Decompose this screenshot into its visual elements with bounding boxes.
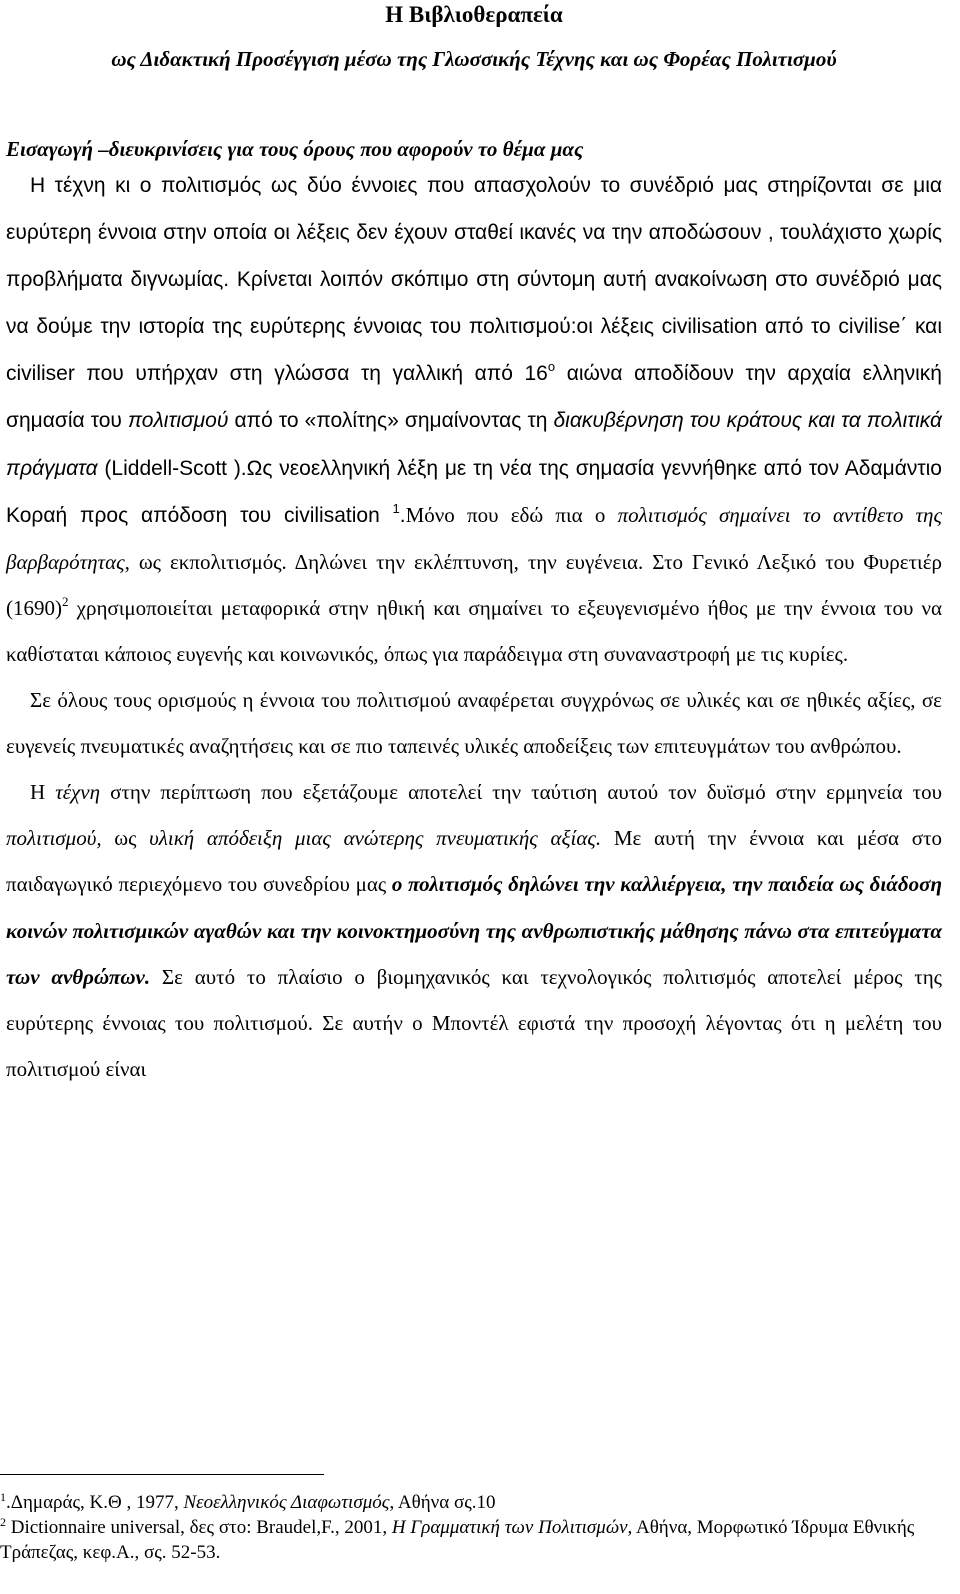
footnote-ref-1[interactable]: 1: [392, 500, 400, 516]
paragraph-1-sans-run: Η τέχνη κι ο πολιτισμός ως δύο έννοιες που απασχολούν το συνέδριό μας στηρίζονται σε μια ευρύτερη έννοια στην οποία οι λέξεις δεν έχουν σταθεί ικανές να την αποδώσουν , τουλάχιστο χωρίς προβλήματα διγνωμίας. Κρίνεται λοιπόν σκόπιμο στη σύντομη αυτή ανακοίνωση στο συνέδριό μας να δούμε την ιστορία της ευρύτερης έννοιας του πολιτισμού:οι λέξεις civilisation από το civilise΄ και civiliser που υπήρχαν στη γλώσσα τη γαλλική από $16^o$ αιώνα αποδίδουν την αρχαία ελληνική σημασία του πολιτισμού από το «πολίτης» σημαίνοντας τη διακυβέρνηση του κράτους και τα πολιτικά πράγματα (Liddell-Scott ).Ως νεοελληνική λέξη με τη νέα της σημασία γεννήθηκε από τον Αδαμάντιο Κοραή προς απόδοση του civilisation $^1$.: [6, 174, 942, 527]
footnote-1: $^1$.Δημαράς, Κ.Θ , 1977, Νεοελληνικός Διαφωτισμός, Αθήνα σς.10: [0, 1490, 496, 1513]
italic-term-politismou: πολιτισμού: [128, 409, 229, 433]
italic-phrase-yliki-apodeixi: υλική απόδειξη μιας ανώτερης πνευματικής αξίας.: [149, 826, 602, 851]
italic-term-diakyvernisi: διακυβέρνηση του κράτους και τα πολιτικά πράγματα: [6, 409, 942, 480]
footnote-separator: [0, 1474, 324, 1475]
bold-italic-definition: ο πολιτισμός δηλώνει την καλλιέργεια, την παιδεία ως διάδοση κοινών πολιτισμικών αγαθών και την κοινοκτημοσύνη της ανθρωπιστικής μάθησης πάνω στα επιτεύγματα των ανθρώπων.: [6, 872, 942, 989]
section-heading: Εισαγωγή –διευκρινίσεις για τους όρους που αφορούν το θέμα μας: [6, 137, 584, 161]
document-title: Η Βιβλιοθεραπεία: [385, 2, 563, 27]
italic-term-politismou-2: πολιτισμού,: [6, 826, 102, 851]
paragraph-1: Η τέχνη κι ο πολιτισμός ως δύο έννοιες που απασχολούν το συνέδριό μας στηρίζονται σε μια ευρύτερη έννοια στην οποία οι λέξεις δεν έχουν σταθεί ικανές να την αποδώσουν , τουλάχιστο χωρίς προβλήματα διγνωμίας. Κρίνεται λοιπόν σκόπιμο στη σύντομη αυτή ανακοίνωση στο συνέδριό μας να δούμε την ιστορία της ευρύτερης έννοιας του πολιτισμού:οι λέξεις civilisation από το civilise΄ και civiliser που υπήρχαν στη γλώσσα τη γαλλική από $16^o$ αιώνα αποδίδουν την αρχαία ελληνική σημασία του πολιτισμού από το «πολίτης» σημαίνοντας τη διακυβέρνηση του κράτους και τα πολιτικά πράγματα (Liddell-Scott ).Ως νεοελληνική λέξη με τη νέα της σημασία γεννήθηκε από τον Αδαμάντιο Κοραή προς απόδοση του civilisation $^1$.Μόνο που εδώ πια ο πολιτισμός σημαίνει το αντίθετο της βαρβαρότητας, ως εκπολιτισμός. Δηλώνει την εκλέπτυνση, την ευγένεια. Στο Γενικό Λεξικό του Φυρετιέρ $(1690)^2$ χρησιμοποιείται μεταφορικά στην ηθική και σημαίνει το εξευγενισμένο ήθος με την έννοια του να καθίσταται κάποιος ευγενής και κοινωνικός, όπως για παράδειγμα στη συναναστροφή με τις κυρίες.: [6, 174, 942, 666]
paragraph-2: Σε όλους τους ορισμούς η έννοια του πολιτισμού αναφέρεται συγχρόνως σε υλικές και σε ηθικές αξίες, σε ευγενείς πνευματικές αναζητήσεις και σε πιο ταπεινές υλικές αποδείξεις των επιτευγμάτων του ανθρώπου.: [6, 688, 942, 759]
document-page: [6, 0, 942, 1092]
italic-phrase-antitheto: πολιτισμός σημαίνει το αντίθετο της βαρβαρότητας: [6, 502, 942, 574]
footnotes: [0, 1490, 936, 1565]
document-subtitle: ως Διδακτική Προσέγγιση μέσω της Γλωσσικής Τέχνης και ως Φορέας Πολιτισμού: [111, 47, 837, 71]
italic-term-techni: τέχνη: [55, 780, 101, 805]
footnote-2: $^2$ Dictionnaire universal, δες στο: Braudel,F., 2001, Η Γραμματική των Πολιτισμών, Αθήνα, Μορφωτικό Ίδρυμα Εθνικής Τράπεζας, κεφ.Α., σς. 52-53.: [0, 1515, 915, 1563]
ordinal-superscript: ο: [547, 359, 556, 375]
paragraph-3: Η τέχνη στην περίπτωση που εξετάζουμε αποτελεί την ταύτιση αυτού τον δυϊσμό στην ερμηνεία του πολιτισμού, ως υλική απόδειξη μιας ανώτερης πνευματικής αξίας. Με αυτή την έννοια και μέσα στο παιδαγωγικό περιεχόμενο του συνεδρίου μας ο πολιτισμός δηλώνει την καλλιέργεια, την παιδεία ως διάδοση κοινών πολιτισμικών αγαθών και την κοινοκτημοσύνη της ανθρωπιστικής μάθησης πάνω στα επιτεύγματα των ανθρώπων. Σε αυτό το πλαίσιο ο βιομηχανικός και τεχνολογικός πολιτισμός αποτελεί μέρος της ευρύτερης έννοιας του πολιτισμού. Σε αυτήν ο Μποντέλ εφιστά την προσοχή λέγοντας ότι η μελέτη του πολιτισμού είναι: [6, 780, 943, 1081]
footnote-ref-2[interactable]: 2: [62, 593, 69, 609]
